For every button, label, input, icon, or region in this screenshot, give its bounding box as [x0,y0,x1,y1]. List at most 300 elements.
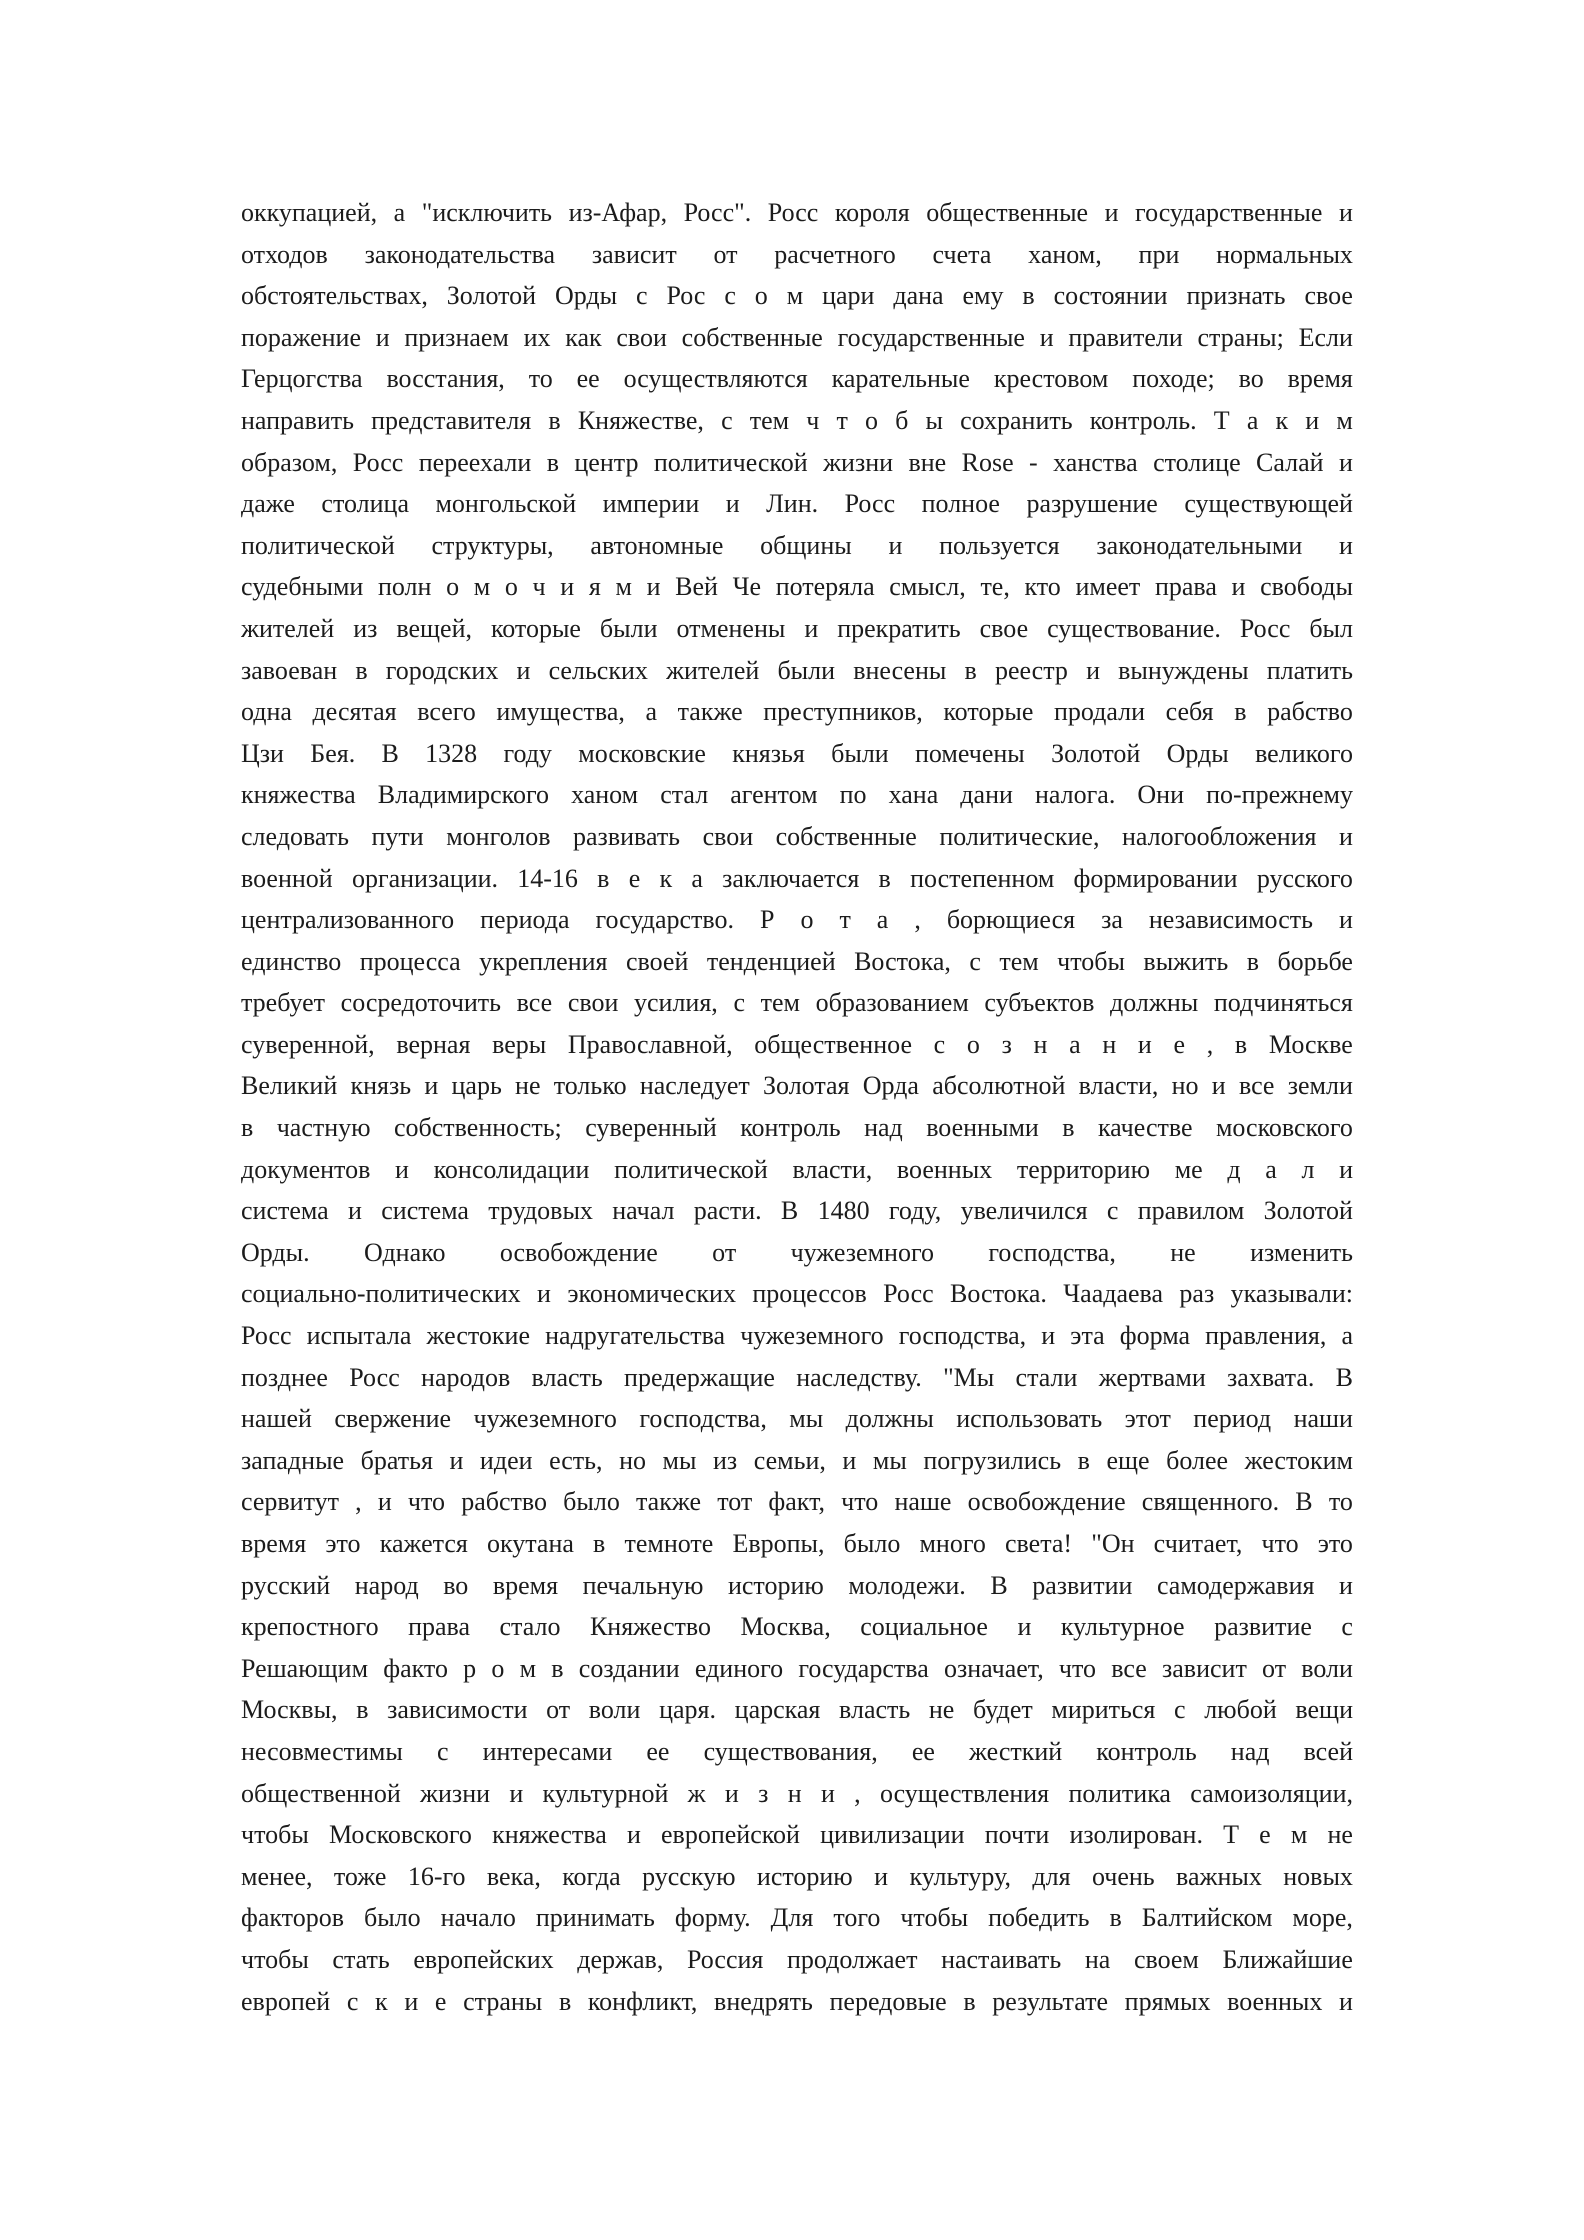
word: столице [1153,447,1241,477]
word: и [377,1487,392,1517]
text-line [241,1565,1353,1607]
word: Орды [1166,738,1229,768]
word: к [1275,405,1289,435]
word: время [1287,364,1353,394]
word: 1480 [817,1196,870,1226]
word: государственные [837,322,1025,352]
word: консолидации [433,1154,590,1184]
word: суверенной, [241,1029,375,1059]
word: существования, [703,1736,878,1766]
word: потеряла [775,572,875,602]
word: того [833,1903,881,1933]
word: не [928,1695,955,1725]
word: из [713,1445,738,1475]
word: социальное [860,1612,988,1642]
word: Великий [241,1071,338,1101]
word: е [1259,1820,1271,1850]
word: о [754,281,768,311]
word: Лин. [766,489,819,519]
word: чтобы [900,1903,969,1933]
word: победить [988,1903,1090,1933]
word: стал [660,780,709,810]
text-line [241,192,1353,234]
word: Европы, [732,1529,825,1558]
word: изолирован. [1069,1820,1203,1850]
word: считает, [1153,1529,1243,1558]
word: права [1154,572,1217,602]
word: поражение [241,322,361,352]
word: 14-16 [517,863,578,893]
word: в [355,655,368,685]
word: всей [1303,1736,1353,1766]
word: рабство [1267,697,1353,727]
word: отменены [676,613,786,643]
word: военной [241,863,333,893]
word: печальную [582,1570,704,1600]
word: , [854,1778,861,1808]
word: м [519,1653,537,1683]
word: ы [925,405,943,435]
word: наше [894,1487,952,1517]
word: сосредоточить [340,988,502,1018]
word: то [1328,1487,1353,1517]
word: и [537,1279,551,1309]
word: сервитут [241,1487,339,1517]
word: Если [1298,322,1353,352]
word: жителей [666,655,760,685]
word: увеличился [960,1196,1088,1226]
word: права [408,1612,470,1642]
word: а [645,697,658,727]
word: свои [567,988,619,1018]
word: принимать [535,1903,655,1933]
word: княжества [241,780,356,810]
word: как [565,322,602,352]
word: идеи [479,1445,533,1475]
word: веры [492,1029,547,1059]
word: крестовом [993,364,1109,394]
text-line [241,1065,1353,1107]
word: было [363,1903,421,1933]
body-text [241,192,1353,2022]
word: прекратить [837,613,961,643]
text-line [241,566,1353,608]
word: царь [451,1071,502,1101]
word: форма [1119,1321,1191,1351]
word: Востока. [950,1279,1047,1309]
word: а [1265,1154,1277,1184]
word: изменить [1250,1237,1353,1267]
word: борьбе [1277,946,1353,976]
word: и [820,1778,835,1808]
word: образом, [241,447,338,477]
word: молодежи. [848,1570,966,1600]
word: свои [616,322,667,352]
word: Орды [554,281,618,311]
word: продолжает [787,1944,918,1974]
word: великого [1255,738,1353,768]
word: что [1261,1529,1299,1558]
word: самоизоляции, [1190,1778,1353,1808]
word: когда [562,1861,621,1891]
word: Герцогства [241,364,363,394]
word: существование. [1047,613,1221,643]
word: смысл, [889,572,966,602]
word: трудовых [488,1196,593,1226]
word: света! [1004,1529,1073,1558]
word: государство. [595,905,735,935]
word: расти. [693,1196,762,1226]
word: цивилизации [820,1820,965,1850]
word: жестоким [1244,1445,1353,1475]
text-line [241,1190,1353,1232]
word: Золотая [763,1071,850,1101]
word: Владимирского [377,780,549,810]
word: общественные [926,198,1089,227]
word: князь [350,1071,412,1101]
word: независимость [1148,905,1313,935]
word: н [787,1778,802,1808]
word: настаивать [941,1944,1062,1974]
word: контроль [1096,1736,1197,1766]
word: народов [421,1362,511,1392]
word: в [551,1653,564,1683]
word: тоже [333,1861,387,1891]
word: это [1317,1529,1353,1558]
word: которые [943,697,1034,727]
word: в [1234,1029,1248,1059]
word: преступников, [763,697,923,727]
word: жестокие [426,1321,531,1351]
word: этот [1124,1404,1171,1434]
word: стали [1015,1362,1078,1392]
word: дана [893,281,944,311]
word: более [1166,1445,1229,1475]
word: и [424,1071,439,1101]
word: Чаадаева [1063,1279,1164,1309]
text-line [241,275,1353,317]
word: требует [241,988,326,1018]
word: существующей [1184,489,1353,519]
word: в [548,405,561,435]
text-line [241,525,1353,567]
word: монголов [446,821,551,851]
word: есть, [549,1445,603,1475]
text-line [241,1149,1353,1191]
word: з [1001,1029,1012,1059]
word: В [780,1196,799,1226]
word: московского [1215,1113,1353,1143]
word: интересами [482,1736,613,1766]
word: форму. [674,1903,751,1933]
word: и [626,1820,641,1850]
word: любой [1204,1695,1277,1725]
word: по [839,780,867,810]
word: результате [992,1986,1108,2016]
word: переехали [418,447,532,477]
word: борющиеся [946,905,1076,935]
word: городских [385,655,499,685]
text-line [241,982,1353,1024]
word: которые [490,613,581,643]
word: много [919,1529,986,1558]
word: от [1262,1653,1287,1683]
word: несовместимы [241,1736,403,1766]
word: реестр [994,655,1068,685]
word: тем [999,946,1039,976]
word: развитие [1214,1612,1312,1642]
word: подчиняться [1213,988,1353,1018]
word: ханом, [1028,239,1102,269]
word: десятая [312,697,397,727]
word: политической [241,530,395,560]
word: внесены [853,655,947,685]
word: вне [908,447,947,477]
word: зависимости [387,1695,528,1725]
word: и [888,530,903,560]
word: агентом [730,780,818,810]
word: Балтийском [1141,1903,1273,1933]
word: почти [984,1820,1050,1850]
word: и [1339,447,1353,477]
word: ч [806,405,820,435]
word: оккупацией, [241,198,378,227]
word: военных [896,1154,993,1184]
word: захвата. [1227,1362,1315,1392]
word: представителя [371,405,532,435]
word: наследству. [796,1362,922,1392]
word: т [836,405,848,435]
word: были [599,613,658,643]
word: развивать [573,821,681,851]
word: контроль [740,1113,841,1143]
word: а [393,198,406,227]
word: общественной [241,1778,401,1808]
word: будет [973,1695,1033,1725]
word: экономических [567,1279,736,1309]
word: русский [241,1570,331,1600]
word: стать [332,1944,390,1974]
word: и [725,489,740,519]
word: тенденцией [706,946,836,976]
word: пути [371,821,424,851]
word: Орды. [241,1237,310,1267]
word: образованием [815,988,969,1018]
word: для [1032,1861,1071,1891]
word: от [713,239,738,269]
word: чужеземного [790,1237,934,1267]
word: н [1033,1029,1048,1059]
word: ч [532,572,546,602]
word: Решающим [241,1653,369,1683]
word: в [1077,1445,1090,1475]
text-line [241,816,1353,858]
word: царя. [659,1695,717,1725]
word: Княжество [589,1612,711,1642]
word: полн [377,572,432,602]
word: состоянии [1053,281,1168,311]
text-line [241,442,1353,484]
word: во [1238,364,1264,394]
word: продали [1053,697,1146,727]
word: о [966,1029,980,1059]
word: Цзи [241,738,284,768]
word: с [933,1029,946,1059]
word: военными [926,1113,1039,1143]
word: году [503,738,552,768]
word: столица [321,489,409,519]
text-line [241,317,1353,359]
word: структуры, [431,530,554,560]
word: территорию [1016,1154,1151,1184]
text-line [241,1606,1353,1648]
word: с [436,1736,449,1766]
word: политика [1068,1778,1171,1808]
word: тем [760,988,800,1018]
word: все [1238,1071,1275,1101]
word: культурное [1060,1612,1185,1642]
word: и [404,1986,419,2016]
word: семьи, [753,1445,826,1475]
word: обстоятельствах, [241,281,428,311]
word: централизованного [241,905,455,935]
text-line [241,899,1353,941]
word: автономные [590,530,724,560]
word: в [1062,1113,1075,1143]
word: власть [839,1695,911,1725]
word: менее, [241,1861,313,1891]
word: вещей, [396,613,472,643]
word: Р [760,905,775,935]
word: д [1227,1154,1241,1184]
word: использовать [956,1404,1103,1434]
text-line [241,691,1353,733]
word: конфликт, [587,1986,698,2016]
word: о [491,1653,505,1683]
word: о [446,572,460,602]
word: - [1029,447,1038,477]
word: были [777,655,836,685]
word: темноте [624,1529,714,1558]
word: В [1335,1362,1353,1392]
word: в [597,863,610,893]
word: ж [687,1778,706,1808]
word: освобождение [967,1487,1126,1517]
word: к [659,863,673,893]
word: "исключить [421,198,553,227]
text-line [241,858,1353,900]
text-line [241,1315,1353,1357]
word: укрепления [479,946,608,976]
word: Москве [1268,1029,1353,1059]
word: над [1230,1736,1270,1766]
word: и [1339,1570,1353,1600]
word: мы [662,1445,697,1475]
word: Росс [767,198,819,227]
word: полное [921,489,1000,519]
word: платить [1266,655,1353,685]
word: создании [578,1653,680,1683]
text-line [241,1107,1353,1149]
word: налога. [1034,780,1116,810]
word: чтобы [241,1820,309,1850]
text-line [241,1481,1353,1523]
word: 16-го [407,1861,466,1891]
word: Золотой [446,281,537,311]
word: правления, [1205,1321,1327,1351]
word: политической [653,447,808,477]
word: означает, [943,1653,1044,1683]
word: м [473,572,491,602]
word: признать [1186,281,1286,311]
word: короля [834,198,910,227]
text-line [241,1731,1353,1773]
word: Т [1223,1820,1240,1850]
word: В [990,1570,1008,1600]
word: В [381,738,399,768]
word: только [553,1071,627,1101]
word: Москвы, [241,1695,338,1725]
word: дани [960,780,1013,810]
word: Они [1137,780,1185,810]
word: и [509,1778,524,1808]
word: и [560,572,575,602]
word: кто [1024,572,1061,602]
word: западные [241,1445,345,1475]
word: земли [1287,1071,1353,1101]
word: Рос [666,281,706,311]
word: отходов [241,239,328,269]
word: ее [646,1736,670,1766]
word: общины [760,530,852,560]
word: документов [241,1154,371,1184]
word: собственные [681,322,823,352]
word: в [356,1695,369,1725]
word: и [1039,322,1054,352]
word: нормальных [1216,239,1353,269]
text-line [241,1689,1353,1731]
word: нашей [241,1404,312,1434]
text-line [241,483,1353,525]
word: с [721,405,733,435]
word: ханом [571,780,639,810]
word: что [841,1487,879,1517]
word: из-Афар, [568,198,668,227]
word: было [563,1487,620,1517]
text-line [241,358,1353,400]
word: не [515,1071,541,1101]
word: русского [1256,863,1353,893]
word: формировании [1073,863,1238,893]
word: не [1327,1820,1353,1850]
word: м [1336,405,1353,435]
word: к [375,1986,388,2016]
text-line [241,1273,1353,1315]
word: одна [241,697,292,727]
word: должны [1110,988,1199,1018]
word: в [546,447,559,477]
word: признаем [404,322,509,352]
word: братья [360,1445,433,1475]
word: жертвами [1098,1362,1206,1392]
word: Золотой [1051,738,1141,768]
word: Че [732,572,762,602]
word: Росс [352,447,404,477]
word: власть [531,1362,603,1392]
word: это [325,1529,361,1558]
word: империи [602,489,700,519]
word: т [839,905,851,935]
